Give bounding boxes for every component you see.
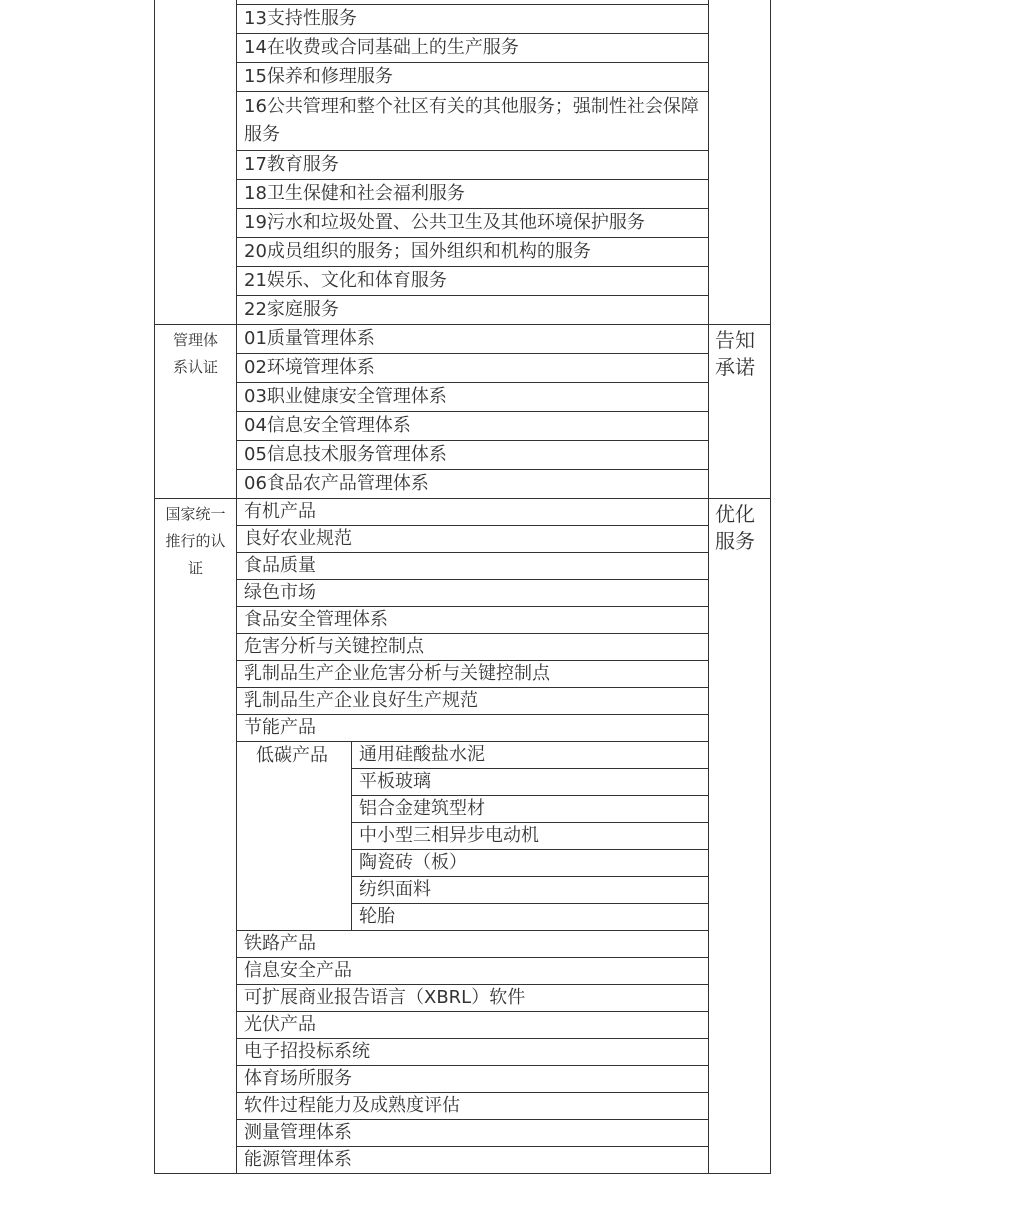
table-row	[155, 441, 771, 470]
table-row	[155, 1093, 771, 1120]
national-item: 危害分析与关键控制点	[244, 636, 424, 657]
service-item: 13支持性服务	[244, 8, 357, 29]
management-item: 01质量管理体系	[244, 328, 375, 349]
low-carbon-cell	[237, 742, 352, 931]
table-row	[155, 958, 771, 985]
national-item: 绿色市场	[244, 582, 316, 603]
national-item: 信息安全产品	[244, 960, 352, 981]
method-cell-services-cont	[709, 0, 771, 325]
service-item: 21娱乐、文化和体育服务	[244, 270, 447, 291]
table-row	[155, 267, 771, 296]
table-row	[155, 634, 771, 661]
table-row	[155, 92, 771, 151]
low-carbon-item: 纺织面料	[359, 879, 431, 900]
national-item: 食品质量	[244, 555, 316, 576]
method-cell-management	[709, 325, 771, 499]
management-item: 02环境管理体系	[244, 357, 375, 378]
low-carbon-item: 通用硅酸盐水泥	[359, 744, 485, 765]
service-item: 18卫生保健和社会福利服务	[244, 183, 465, 204]
national-item: 铁路产品	[244, 933, 316, 954]
table-row	[155, 1012, 771, 1039]
management-item: 04信息安全管理体系	[244, 415, 411, 436]
table-row	[155, 296, 771, 325]
service-item: 22家庭服务	[244, 299, 339, 320]
national-item: 乳制品生产企业良好生产规范	[244, 690, 478, 711]
certification-table	[154, 0, 771, 1174]
table-row	[155, 63, 771, 92]
low-carbon-item: 铝合金建筑型材	[359, 798, 485, 819]
table-row	[155, 151, 771, 180]
national-item: 光伏产品	[244, 1014, 316, 1035]
table-row	[155, 470, 771, 499]
table-row	[155, 1066, 771, 1093]
table-row	[155, 715, 771, 742]
table-row	[155, 688, 771, 715]
table-row	[155, 742, 771, 769]
national-item: 良好农业规范	[244, 528, 352, 549]
category-cell-national	[155, 499, 237, 1174]
table-row	[155, 607, 771, 634]
table-row	[155, 412, 771, 441]
table-row	[155, 553, 771, 580]
national-item: 可扩展商业报告语言（XBRL）软件	[244, 987, 526, 1008]
table-row	[155, 661, 771, 688]
service-item: 14在收费或合同基础上的生产服务	[244, 37, 519, 58]
table-row	[155, 383, 771, 412]
service-item: 19污水和垃圾处置、公共卫生及其他环境保护服务	[244, 212, 645, 233]
table-row	[155, 34, 771, 63]
low-carbon-item: 轮胎	[359, 906, 395, 927]
national-item: 乳制品生产企业危害分析与关键控制点	[244, 663, 550, 684]
low-carbon-item: 平板玻璃	[359, 771, 431, 792]
table-row	[155, 354, 771, 383]
national-item: 测量管理体系	[244, 1122, 352, 1143]
management-item: 03职业健康安全管理体系	[244, 386, 447, 407]
management-item: 06食品农产品管理体系	[244, 473, 429, 494]
service-item: 17教育服务	[244, 154, 339, 175]
method-label: 告知承诺	[715, 328, 755, 379]
national-item: 电子招投标系统	[244, 1041, 370, 1062]
table-row	[155, 238, 771, 267]
table-row	[155, 499, 771, 526]
table-row	[155, 5, 771, 34]
service-item: 20成员组织的服务；国外组织和机构的服务	[244, 241, 591, 262]
service-item: 15保养和修理服务	[244, 66, 393, 87]
category-label: 管理体系认证	[172, 331, 218, 376]
category-cell-services-cont	[155, 0, 237, 325]
national-item: 节能产品	[244, 717, 316, 738]
national-item: 能源管理体系	[244, 1149, 352, 1170]
table-row	[155, 526, 771, 553]
category-label: 国家统一推行的认证	[165, 505, 226, 577]
table-row	[155, 325, 771, 354]
national-item: 体育场所服务	[244, 1068, 352, 1089]
category-cell-management	[155, 325, 237, 499]
method-label: 优化服务	[715, 502, 755, 553]
table-row	[155, 931, 771, 958]
method-cell-national	[709, 499, 771, 1174]
table-row	[155, 580, 771, 607]
low-carbon-label: 低碳产品	[256, 745, 328, 766]
national-item: 软件过程能力及成熟度评估	[244, 1095, 460, 1116]
table-row	[155, 209, 771, 238]
table-row	[155, 1120, 771, 1147]
national-item: 食品安全管理体系	[244, 609, 388, 630]
low-carbon-item: 陶瓷砖（板）	[359, 852, 467, 873]
table-row	[155, 180, 771, 209]
management-item: 05信息技术服务管理体系	[244, 444, 447, 465]
table-row	[155, 985, 771, 1012]
national-item: 有机产品	[244, 501, 316, 522]
low-carbon-item: 中小型三相异步电动机	[359, 825, 539, 846]
service-item: 16公共管理和整个社区有关的其他服务；强制性社会保障服务	[244, 96, 699, 145]
table-row	[155, 1039, 771, 1066]
service-item	[237, 0, 708, 4]
table-row	[155, 1147, 771, 1174]
